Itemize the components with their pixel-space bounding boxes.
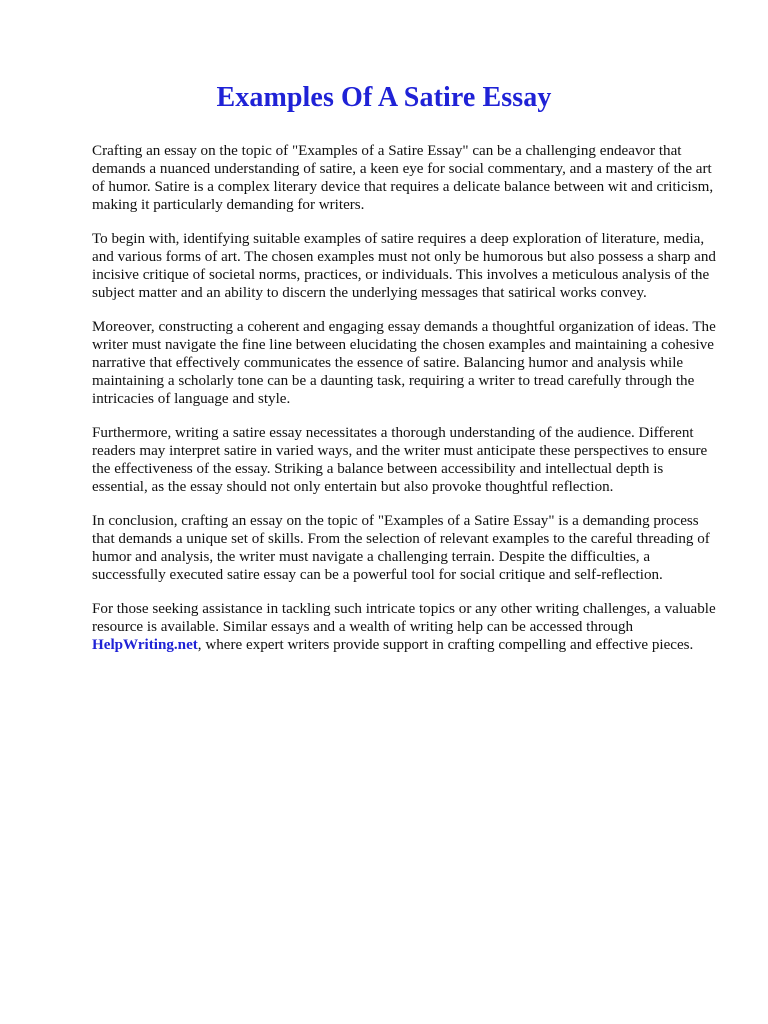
- paragraph-intro: Crafting an essay on the topic of "Examples of a Satire Essay" can be a challenging endeavor that demands a nuanced understanding of satire, a keen eye for social commentary, and a mastery of the art of humor. Satire is a complex literary device that requires a delicate balance between wit and criticism, making it particularly demanding for writers.: [92, 143, 714, 213]
- paragraph-conclusion: In conclusion, crafting an essay on the topic of "Examples of a Satire Essay" is a demanding process that demands a unique set of skills. From the selection of relevant examples to the careful threading of humor and analysis, the writer must navigate a challenging terrain. Despite the difficulties, a successfully executed satire essay can be a powerful tool for social critique and self-reflection.: [92, 513, 710, 583]
- helpwriting-link[interactable]: HelpWriting.net: [92, 637, 198, 653]
- closing-text-after-link: , where expert writers provide support in crafting compelling and effective pieces.: [197, 637, 694, 653]
- paragraph-closing: [92, 600, 722, 654]
- paragraph-organization: Moreover, constructing a coherent and engaging essay demands a thoughtful organization of ideas. The writer must navigate the fine line between elucidating the chosen examples and maintaining a cohesive narrative that effectively communicates the essence of satire. Balancing humor and analysis while maintaining a scholarly tone can be a daunting task, requiring a writer to tread carefully through the intricacies of language and style.: [92, 319, 716, 407]
- closing-text-before-link: For those seeking assistance in tackling such intricate topics or any other writing challenges, a valuable resource is available. Similar essays and a wealth of writing help can be accessed through: [92, 601, 716, 635]
- document-title: Examples Of A Satire Essay: [216, 82, 552, 113]
- paragraph-examples: To begin with, identifying suitable examples of satire requires a deep exploration of literature, media, and various forms of art. The chosen examples must not only be humorous but also possess a sharp and incisive critique of societal norms, practices, or individuals. This involves a meticulous analysis of the subject matter and an ability to discern the underlying messages that satirical works convey.: [92, 231, 716, 301]
- paragraph-audience: Furthermore, writing a satire essay necessitates a thorough understanding of the audience. Different readers may interpret satire in varied ways, and the writer must anticipate these perspectives to ensure the effectiveness of the essay. Striking a balance between accessibility and intellectual depth is essential, as the essay should not only entertain but also provoke thoughtful reflection.: [92, 425, 708, 495]
